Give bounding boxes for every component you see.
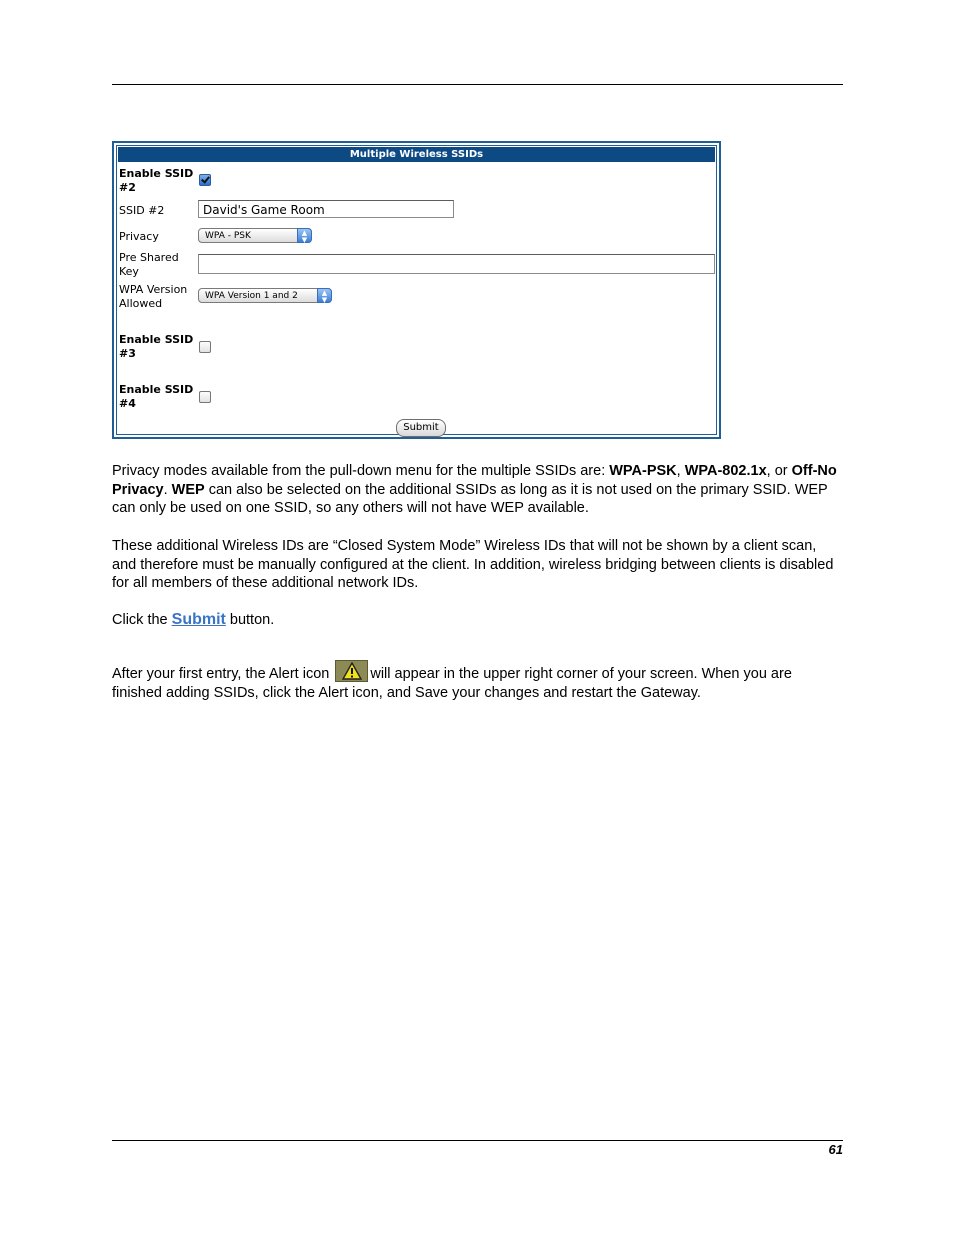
enable-ssid4-label: Enable SSID #4 xyxy=(119,383,194,410)
enable-ssid4-checkbox[interactable] xyxy=(199,391,211,403)
text-run: . xyxy=(163,481,172,498)
text-run: After your first entry, the Alert icon xyxy=(112,666,334,682)
alert-paragraph xyxy=(112,660,843,702)
enable-ssid2-label: Enable SSID #2 xyxy=(119,167,194,194)
header-rule xyxy=(112,84,843,85)
psk-label: Pre Shared Key xyxy=(119,251,179,278)
text-run: will appear in the upper right corner of your screen. When you are finished adding SSIDs, click the Alert icon, and Save your changes and restart the Gateway. xyxy=(112,666,792,701)
alert-icon xyxy=(335,660,368,682)
page-number: 61 xyxy=(828,1142,843,1157)
text-run: , xyxy=(676,463,685,479)
ssid2-input[interactable]: David's Game Room xyxy=(198,200,454,218)
off-no-privacy-term: Off-No Privacy xyxy=(112,463,837,498)
wpa-8021x-term: WPA-802.1x xyxy=(684,463,767,479)
text-run: button. xyxy=(225,612,275,628)
ssid-settings-panel xyxy=(112,141,721,439)
enable-ssid3-label: Enable SSID #3 xyxy=(119,333,194,360)
privacy-select-value: WPA - PSK xyxy=(205,231,251,241)
wpa-version-select-value: WPA Version 1 and 2 xyxy=(205,291,298,301)
footer-rule xyxy=(112,1140,843,1141)
wep-term: WEP xyxy=(171,481,205,498)
submit-link[interactable]: Submit xyxy=(171,611,226,628)
closed-system-paragraph: These additional Wireless IDs are “Closed System Mode” Wireless IDs that will not be shown by a client scan, and therefore must be manually configured at the client. In addition, wireless bridging between clients is disabled for all members of these additional network IDs. xyxy=(112,538,834,591)
enable-ssid2-checkbox[interactable] xyxy=(199,174,211,186)
submit-button[interactable]: Submit xyxy=(396,419,446,437)
text-run: Click the xyxy=(112,612,172,628)
click-submit-paragraph xyxy=(112,611,843,630)
wpa-version-label: WPA Version Allowed xyxy=(119,283,188,310)
panel-title: Multiple Wireless SSIDs xyxy=(118,147,715,162)
privacy-select[interactable] xyxy=(198,228,312,243)
wpa-version-select[interactable] xyxy=(198,288,332,303)
ssid2-label: SSID #2 xyxy=(119,204,165,217)
privacy-modes-paragraph xyxy=(112,462,843,518)
psk-input[interactable] xyxy=(198,254,715,274)
privacy-label: Privacy xyxy=(119,230,159,243)
text-run: Privacy modes available from the pull-down menu for the multiple SSIDs are: xyxy=(112,463,610,479)
enable-ssid3-checkbox[interactable] xyxy=(199,341,211,353)
wpa-psk-term: WPA-PSK xyxy=(609,463,677,479)
text-run: can also be selected on the additional SSIDs as long as it is not used on the primary SSID. WEP can only be used on one SSID, so any others will not have WEP available. xyxy=(112,481,828,516)
select-arrows-icon: ▲ ▼ xyxy=(317,288,332,303)
text-run: , or xyxy=(766,463,792,479)
select-arrows-icon: ▲ ▼ xyxy=(297,228,312,243)
